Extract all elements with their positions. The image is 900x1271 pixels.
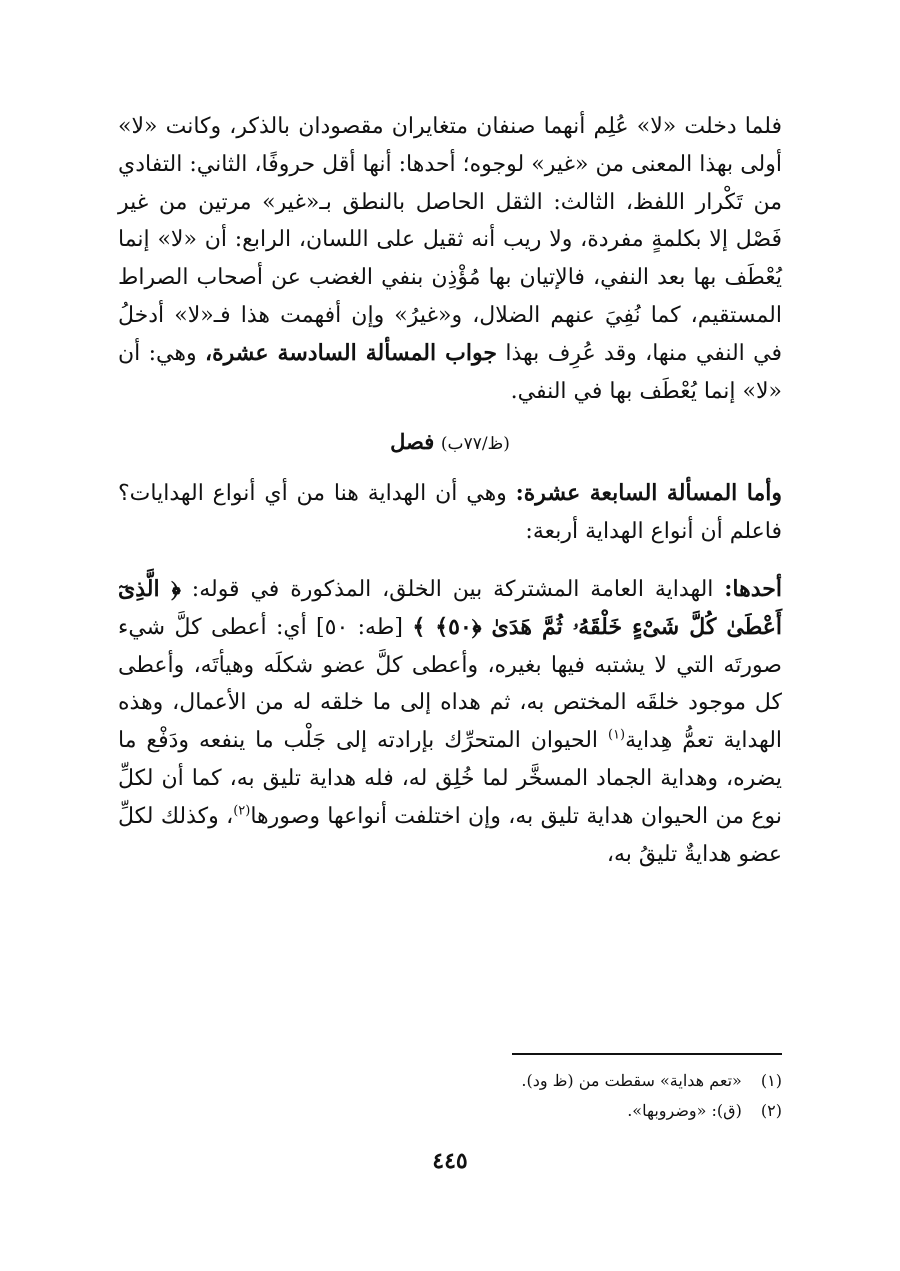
paragraph-1 <box>118 108 782 413</box>
paragraph-3-text-b: الحيوان المتحرِّك بإرادته إلى جَلْب ما ينفعه ودَفْع ما يضره، وهداية الجماد المسخَّر لما خُلِق له، فله هداية تليق به، كما أن لكلِّ نوع من الحيوان هداية تليق به، وإن اختلفت أنواعها وصورها <box>118 728 782 829</box>
paragraph-2-bold-phrase: وأما المسألة السابعة عشرة: <box>515 480 783 506</box>
paragraph-3-text-c: ، وكذلك لكلِّ عضو هدايةٌ تليقُ به، <box>118 803 782 867</box>
paragraph-3-bold-phrase: أحدها: <box>724 576 782 602</box>
footnote-2 <box>118 1096 782 1126</box>
paragraph-2-text: وهي أن الهداية هنا من أي أنواع الهدايات؟ فاعلم أن أنواع الهداية أربعة: <box>118 481 782 544</box>
page-number: ٤٤٥ <box>432 1148 468 1174</box>
quran-verse: ﴿ الَّذِىٓ أَعْطَىٰ كُلَّ شَىْءٍ خَلْقَهُۥ ثُمَّ هَدَىٰ ﴿٥٠﴾ ﴾ <box>118 576 782 640</box>
paragraph-3-text-a: [طه: ٥٠] أي: أعطى كلَّ شيء صورتَه التي لا يشتبه فيها بغيره، وأعطى كلَّ عضو شكلَه وهيأتَه، وأعطى كل موجود خلقَه المختص به، ثم هداه إلى ما خلقه له من الأعمال، وهذه الهداية تعمُّ هِداية <box>118 614 783 754</box>
footnote-1 <box>118 1066 782 1096</box>
footnotes <box>118 1066 782 1126</box>
manuscript-reference: (ظ/٧٧ب) <box>440 434 510 454</box>
footnote-reference-2[interactable]: (٢) <box>233 803 251 819</box>
section-title: فصل <box>390 429 435 454</box>
section-heading <box>118 427 782 475</box>
page-body <box>118 108 782 873</box>
footnote-reference-1[interactable]: (١) <box>607 727 626 743</box>
paragraph-3 <box>118 571 782 873</box>
footnote-1-number: (١) <box>760 1071 782 1090</box>
paragraph-1-text: فلما دخلت «لا» عُلِم أنهما صنفان متغايران مقصودان بالذكر، وكانت «لا» أولى بهذا المعنى من «غير» لوجوه؛ أحدها: أنها أقل حروفًا، الثاني: التفادي من تَكْرار اللفظ، الثالث: الثقل الحاصل بالنطق بـ«غير» مرتين من غير فَصْل إلا بكلمةٍ مفردة، ولا ريب أنه ثقيل على اللسان، الرابع: أن «لا» إنما يُعْطَف بها بعد النفي، فالإتيان بها مُؤْذِن بنفي الغضب عن أصحاب الصراط المستقيم، كما نُفِيَ عنهم الضلال، و«غيرُ» وإن أفهمت هذا فـ«لا» أدخلُ في النفي منها، وقد عُرِف بهذا <box>118 114 782 366</box>
footnote-2-number: (٢) <box>760 1101 782 1120</box>
paragraph-1-bold-phrase: جواب المسألة السادسة عشرة، <box>205 339 497 366</box>
paragraph-3-intro: الهداية العامة المشتركة بين الخلق، المذكورة في قوله: <box>191 577 714 602</box>
footnote-2-text: (ق): «وضروبها». <box>627 1101 742 1120</box>
paragraph-2 <box>118 475 782 565</box>
footnote-separator <box>512 1053 782 1055</box>
paragraph-1-end: وهي: أن «لا» إنما يُعْطَف بها في النفي. <box>118 340 782 404</box>
footnote-1-text: «تعم هداية» سقطت من (ظ ود). <box>521 1071 742 1090</box>
